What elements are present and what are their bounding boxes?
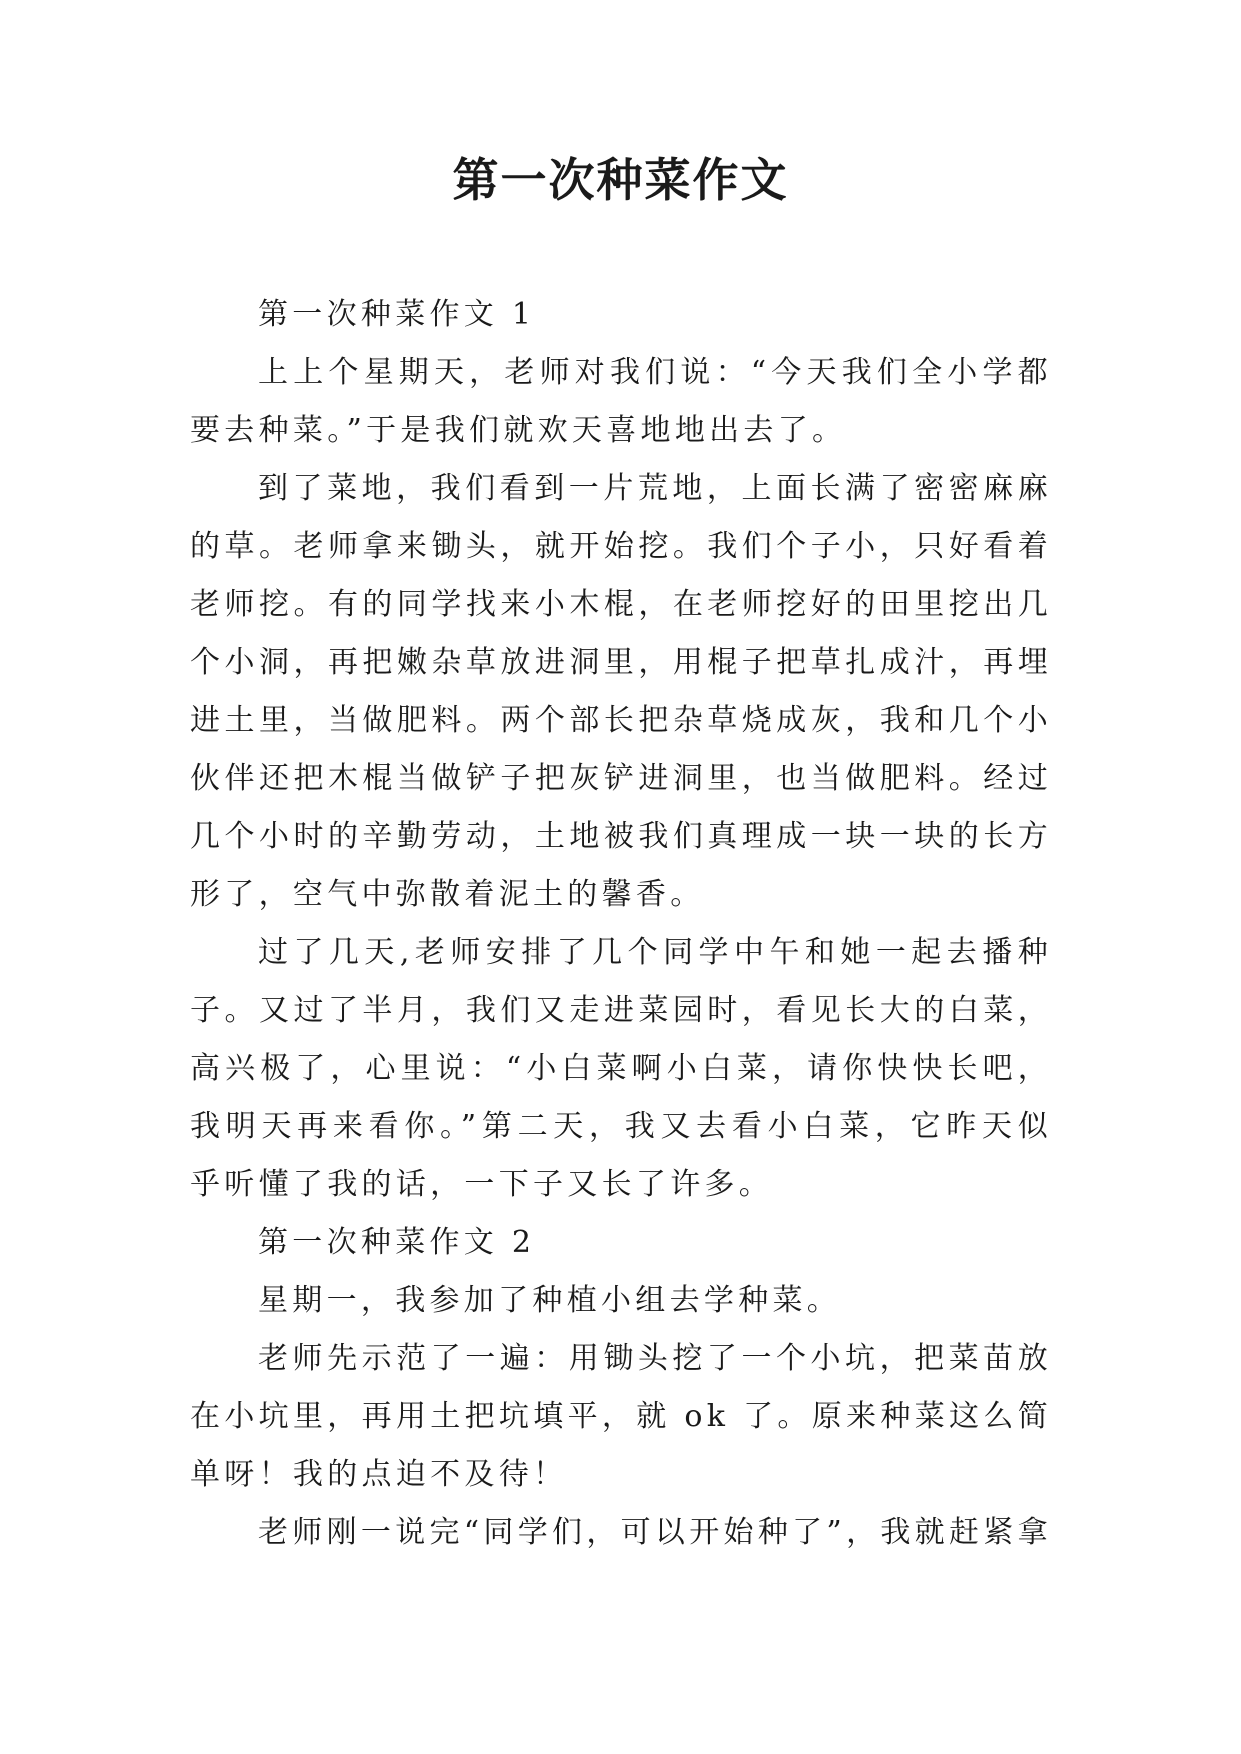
paragraph: 过了几天,老师安排了几个同学中午和她一起去播种子。又过了半月，我们又走进菜园时，看见长大的白菜，高兴极了，心里说：“小白菜啊小白菜，请你快快长吧，我明天再来看你。”第二天，我又去看小白菜，它昨天似乎听懂了我的话，一下子又长了许多。 [190,935,1052,1202]
section-heading-2: 第一次种菜作文 2 [258,1225,536,1260]
document-title: 第一次种菜作文 [452,153,789,207]
paragraph: 上上个星期天，老师对我们说：“今天我们全小学都要去种菜。”于是我们就欢天喜地地出去了。 [190,355,1052,448]
paragraph: 老师刚一说完“同学们，可以开始种了”，我就赶紧拿 [258,1515,1052,1550]
paragraph: 到了菜地，我们看到一片荒地，上面长满了密密麻麻的草。老师拿来锄头，就开始挖。我们个子小，只好看着老师挖。有的同学找来小木棍，在老师挖好的田里挖出几个小洞，再把嫩杂草放进洞里，用棍子把草扎成汁，再埋进土里，当做肥料。两个部长把杂草烧成灰，我和几个小伙伴还把木棍当做铲子把灰铲进洞里，也当做肥料。经过几个小时的辛勤劳动，土地被我们真理成一块一块的长方形了，空气中弥散着泥土的馨香。 [190,471,1052,912]
document-body [190,286,1052,1562]
section-heading-1: 第一次种菜作文 1 [258,297,536,332]
paragraph: 老师先示范了一遍：用锄头挖了一个小坑，把菜苗放在小坑里，再用土把坑填平，就 ok 了。原来种菜这么简单呀！我的点迫不及待！ [190,1341,1052,1492]
paragraph: 星期一，我参加了种植小组去学种菜。 [258,1283,842,1318]
